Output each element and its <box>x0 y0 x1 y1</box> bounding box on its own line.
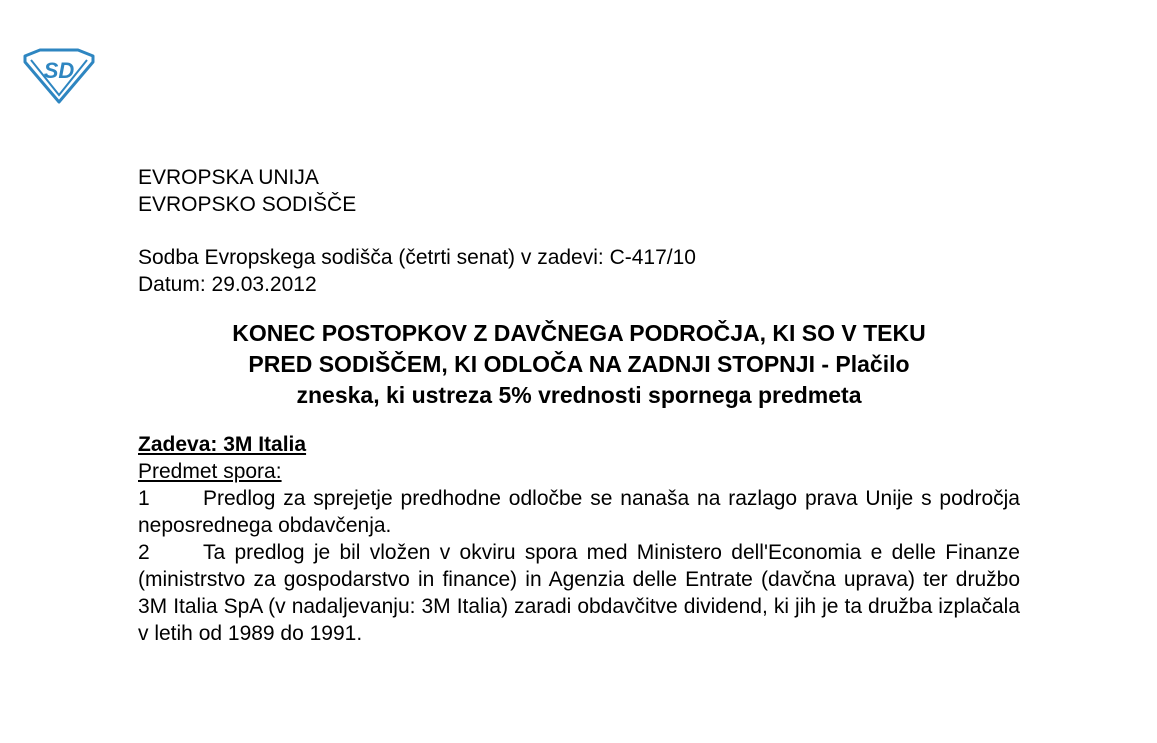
logo-text: SD <box>43 58 75 83</box>
court-line-union: EVROPSKA UNIJA <box>138 166 319 189</box>
court-block <box>138 164 1020 218</box>
case-title: Zadeva: 3M Italia <box>138 433 307 456</box>
paragraph-number: 1 <box>138 487 150 510</box>
paragraph-number: 2 <box>138 541 150 564</box>
subject-title: Predmet spora: <box>138 460 282 483</box>
paragraph-text: Predlog za sprejetje predhodne odločbe se nanaša na razlago prava Unije s področja neposrednega obdavčenja. <box>138 487 1020 537</box>
document-body <box>138 164 1020 647</box>
paragraph-text: Ta predlog je bil vložen v okviru spora med Ministero dell'Economia e delle Finanze (ministrstvo za gospodarstvo in finance) in Agenzia delle Entrate (davčna uprava) ter družbo 3M Italia SpA (v nadaljevanju: 3M Italia) zaradi obdavčitve dividend, ki jih je ta družba izplačala v letih od 1989 do 1991. <box>138 541 1020 645</box>
judgment-reference: Sodba Evropskega sodišča (četrti senat) v zadevi: C-417/10 <box>138 246 696 269</box>
shield-logo-icon <box>22 48 96 104</box>
court-line-court: EVROPSKO SODIŠČE <box>138 193 357 216</box>
headline-line-1: KONEC POSTOPKOV Z DAVČNEGA PODROČJA, KI SO V TEKU <box>232 320 926 346</box>
judgment-date: Datum: 29.03.2012 <box>138 273 317 296</box>
logo <box>22 48 96 104</box>
paragraph-1 <box>138 485 1020 539</box>
headline <box>138 318 1020 411</box>
judgment-block <box>138 244 1020 298</box>
paragraph-2 <box>138 539 1020 647</box>
headline-line-2: PRED SODIŠČEM, KI ODLOČA NA ZADNJI STOPNJI - Plačilo <box>248 351 910 377</box>
headline-line-3: zneska, ki ustreza 5% vrednosti spornega predmeta <box>296 382 862 408</box>
